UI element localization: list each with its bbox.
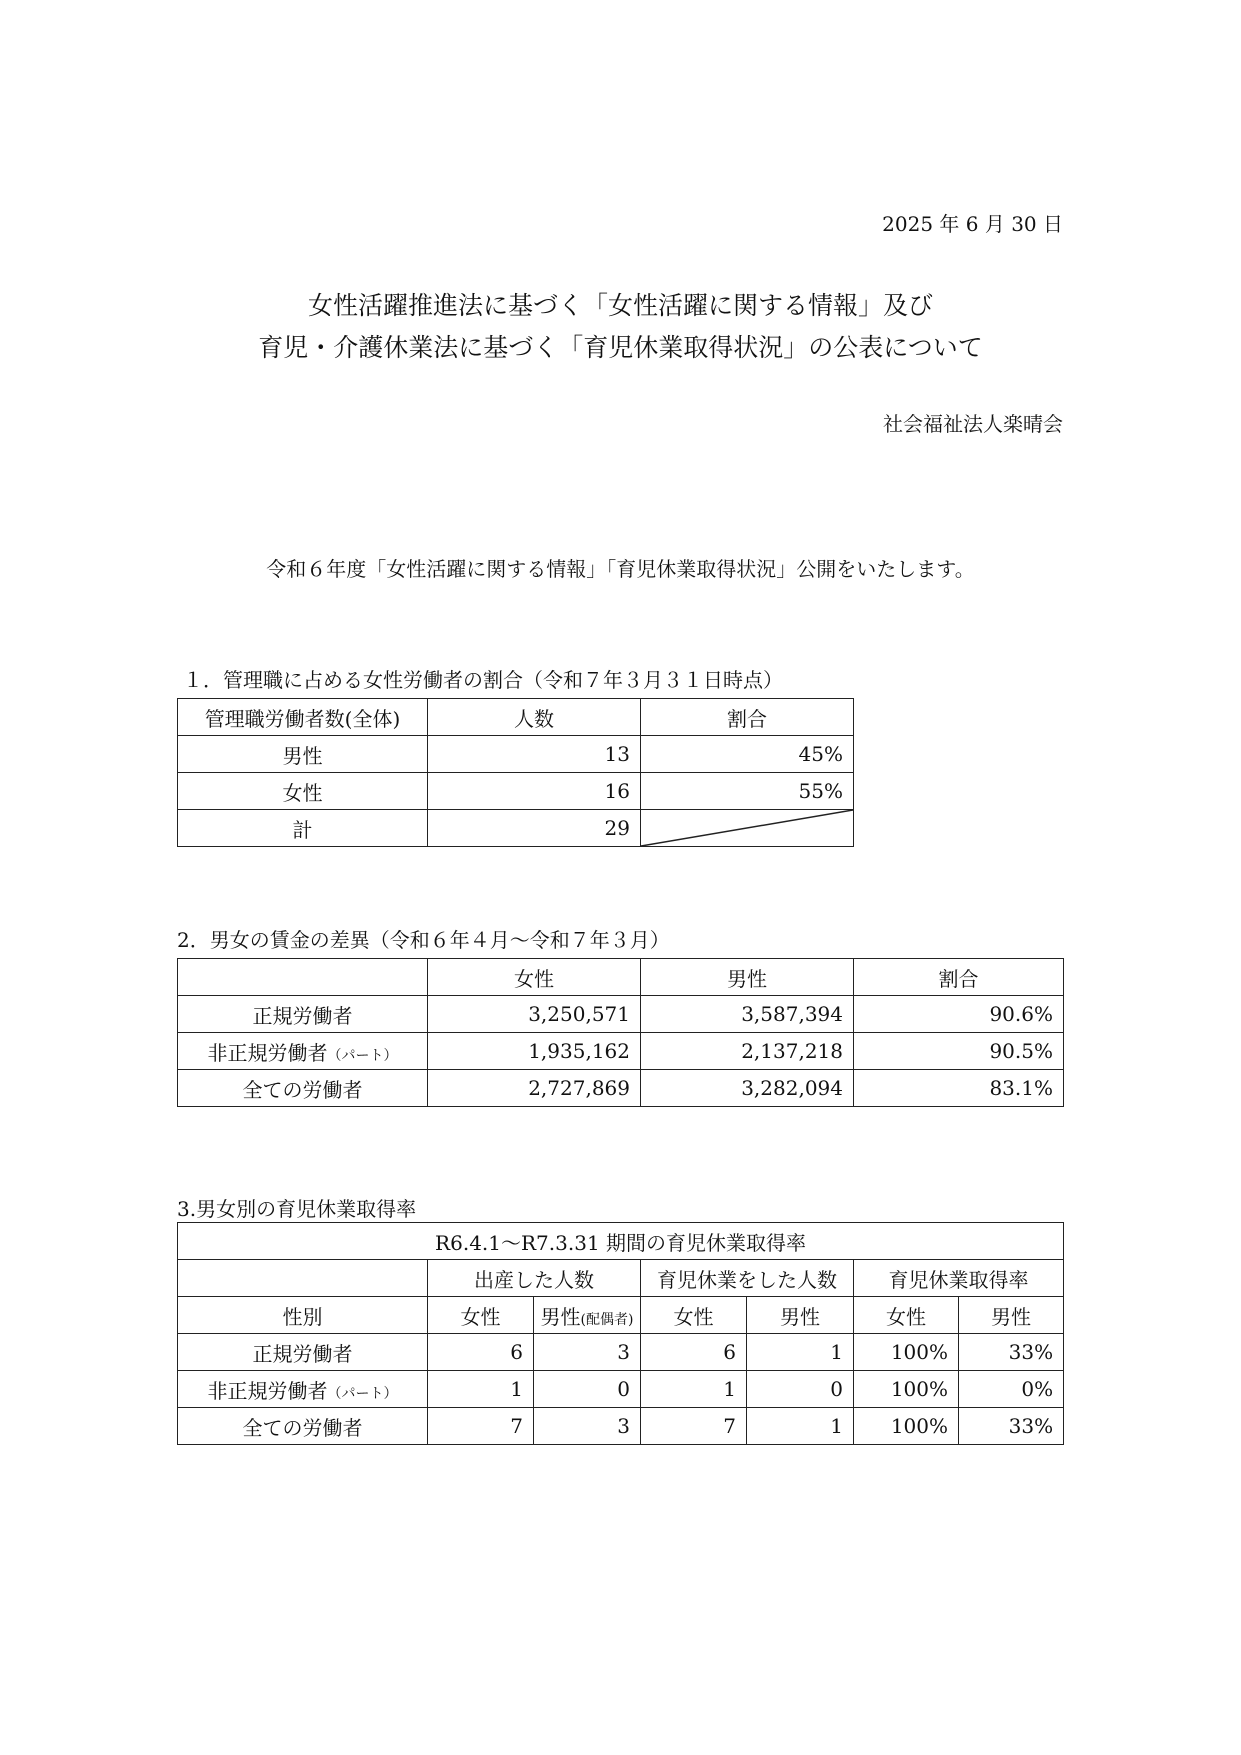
title-line-2: 育児・介護休業法に基づく「育児休業取得状況」の公表について: [258, 333, 983, 362]
row-label: 計: [178, 810, 428, 847]
header-cell: 割合: [641, 699, 854, 736]
row-label: 正規労働者: [178, 996, 428, 1033]
ratio-cell: 83.1%: [854, 1070, 1064, 1107]
rate-male-cell: 33%: [959, 1408, 1064, 1445]
table-row: [178, 1408, 1064, 1445]
birth-female-cell: 6: [428, 1334, 534, 1371]
wage-gap-table: [177, 958, 1064, 1107]
document-date: 2025 年 6 月 30 日: [882, 212, 1063, 236]
row-label: 全ての労働者: [178, 1070, 428, 1107]
header-cell: 女性: [428, 959, 641, 996]
group-header-rate: 育児休業取得率: [854, 1260, 1064, 1297]
table-row: [178, 773, 854, 810]
header-cell: 男性: [641, 959, 854, 996]
ratio-cell: 45%: [641, 736, 854, 773]
sub-header-male: 男性: [959, 1297, 1064, 1334]
sub-header-female: 女性: [428, 1297, 534, 1334]
organization-name: 社会福祉法人楽晴会: [883, 412, 1063, 436]
table-row: [178, 810, 854, 847]
row-header: 性別: [178, 1297, 428, 1334]
birth-male-cell: 0: [534, 1371, 641, 1408]
header-cell: 割合: [854, 959, 1064, 996]
table-row: [178, 1070, 1064, 1107]
birth-female-cell: 7: [428, 1408, 534, 1445]
sub-header-male-spouse: 男性(配偶者): [534, 1297, 641, 1334]
group-header-birth: 出産した人数: [428, 1260, 641, 1297]
ratio-cell: 90.5%: [854, 1033, 1064, 1070]
row-label: 非正規労働者（パート）: [178, 1371, 428, 1408]
table-row: [178, 736, 854, 773]
count-cell: 16: [428, 773, 641, 810]
document-title: [0, 285, 1241, 369]
count-cell: 13: [428, 736, 641, 773]
manager-ratio-table: [177, 698, 854, 847]
childcare-leave-table: [177, 1222, 1064, 1445]
empty-diagonal-cell: [641, 810, 854, 847]
sub-header-female: 女性: [641, 1297, 747, 1334]
header-cell: [178, 959, 428, 996]
group-header-leave: 育児休業をした人数: [641, 1260, 854, 1297]
section2-heading: 2．男女の賃金の差異（令和６年４月～令和７年３月）: [177, 928, 670, 952]
leave-female-cell: 1: [641, 1371, 747, 1408]
leave-male-cell: 1: [747, 1408, 854, 1445]
female-wage-cell: 3,250,571: [428, 996, 641, 1033]
section1-heading: １．管理職に占める女性労働者の割合（令和７年３月３１日時点）: [183, 668, 783, 692]
rate-female-cell: 100%: [854, 1334, 959, 1371]
rate-female-cell: 100%: [854, 1408, 959, 1445]
section3-heading: 3.男女別の育児休業取得率: [177, 1197, 417, 1221]
birth-female-cell: 1: [428, 1371, 534, 1408]
table-row: [178, 1033, 1064, 1070]
rate-male-cell: 33%: [959, 1334, 1064, 1371]
leave-male-cell: 1: [747, 1334, 854, 1371]
leave-female-cell: 7: [641, 1408, 747, 1445]
female-wage-cell: 2,727,869: [428, 1070, 641, 1107]
male-wage-cell: 3,282,094: [641, 1070, 854, 1107]
table-row: [178, 1334, 1064, 1371]
row-label: 非正規労働者（パート）: [178, 1033, 428, 1070]
intro-text: 令和６年度「女性活躍に関する情報」「育児休業取得状況」公開をいたします。: [266, 557, 975, 581]
sub-header-male: 男性: [747, 1297, 854, 1334]
title-line-1: 女性活躍推進法に基づく「女性活躍に関する情報」及び: [307, 291, 933, 320]
rate-male-cell: 0%: [959, 1371, 1064, 1408]
header-cell: 人数: [428, 699, 641, 736]
table-caption: R6.4.1～R7.3.31 期間の育児休業取得率: [178, 1223, 1064, 1260]
male-wage-cell: 2,137,218: [641, 1033, 854, 1070]
leave-male-cell: 0: [747, 1371, 854, 1408]
row-label: 男性: [178, 736, 428, 773]
table-row: [178, 1371, 1064, 1408]
empty-cell: [178, 1260, 428, 1297]
row-label: 正規労働者: [178, 1334, 428, 1371]
female-wage-cell: 1,935,162: [428, 1033, 641, 1070]
male-wage-cell: 3,587,394: [641, 996, 854, 1033]
table-row: [178, 996, 1064, 1033]
row-label: 女性: [178, 773, 428, 810]
table-caption-row: [178, 1223, 1064, 1260]
ratio-cell: 55%: [641, 773, 854, 810]
birth-male-cell: 3: [534, 1334, 641, 1371]
sub-header-female: 女性: [854, 1297, 959, 1334]
table-group-header-row: [178, 1260, 1064, 1297]
count-cell: 29: [428, 810, 641, 847]
diagonal-line: [641, 810, 853, 846]
table-header-row: [178, 959, 1064, 996]
table-header-row: [178, 699, 854, 736]
rate-female-cell: 100%: [854, 1371, 959, 1408]
ratio-cell: 90.6%: [854, 996, 1064, 1033]
leave-female-cell: 6: [641, 1334, 747, 1371]
header-cell: 管理職労働者数(全体): [178, 699, 428, 736]
row-label: 全ての労働者: [178, 1408, 428, 1445]
table-sub-header-row: [178, 1297, 1064, 1334]
birth-male-cell: 3: [534, 1408, 641, 1445]
